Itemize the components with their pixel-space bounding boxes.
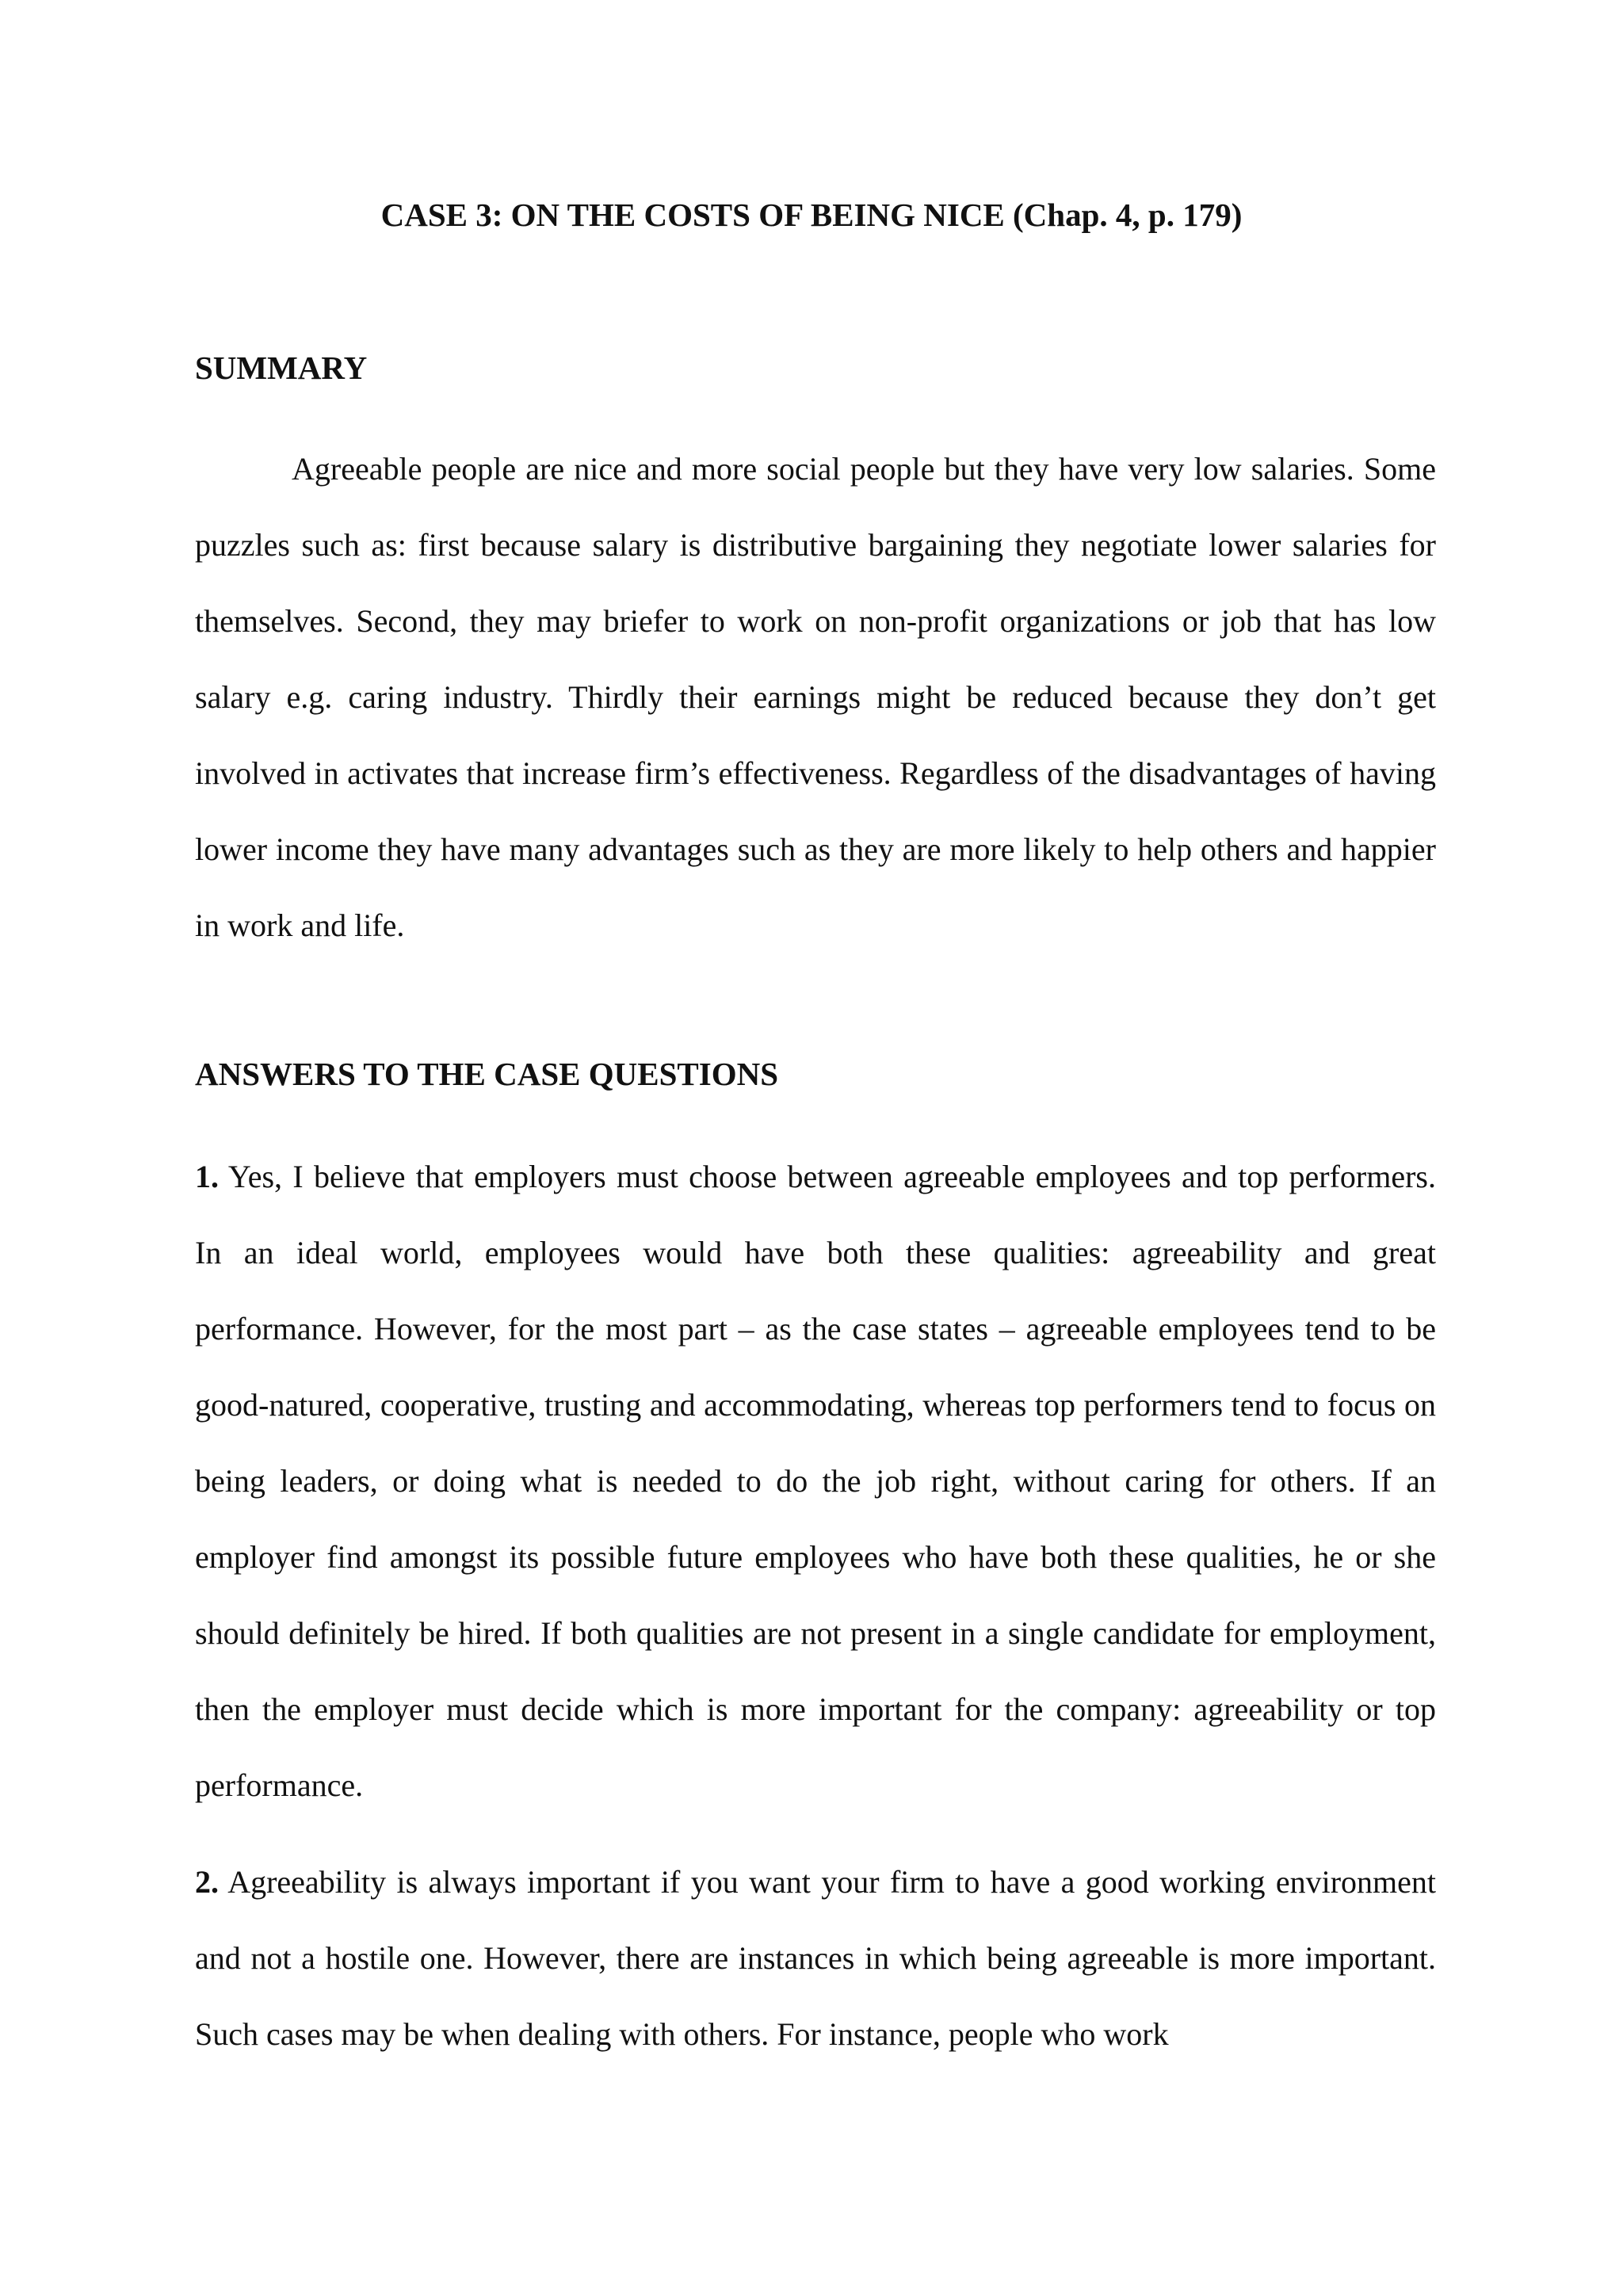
answer-1-paragraph	[195, 1139, 1436, 1824]
answers-heading: ANSWERS TO THE CASE QUESTIONS	[195, 1056, 778, 1092]
answer-1-text: Yes, I believe that employers must choose between agreeable employees and top performers. In an ideal world, employees would have both these qualities: agreeability and great performance. However, for the most part – as the case states – agreeable employees tend to be good-natured, cooperative, trusting and accommodating, whereas top performers tend to focus on being leaders, or doing what is needed to do the job right, without caring for others. If an employer find amongst its possible future employees who have both these qualities, he or she should definitely be hired. If both qualities are not present in a single candidate for employment, then the employer must decide which is more important for the company: agreeability or top performance.	[195, 1159, 1437, 1803]
answer-2-number: 2.	[195, 1864, 219, 1900]
document-title: CASE 3: ON THE COSTS OF BEING NICE (Chap. 4, p. 179)	[380, 197, 1243, 233]
answer-2-text: Agreeability is always important if you want your firm to have a good working environment and not a hostile one. However, there are instances in which being agreeable is more important. Such cases may be when dealing with others. For instance, people who work	[195, 1864, 1436, 2052]
summary-heading: SUMMARY	[195, 350, 368, 386]
answer-1-number: 1.	[195, 1159, 219, 1194]
summary-paragraph: Agreeable people are nice and more social people but they have very low salaries. Some puzzles such as: first because salary is distributive bargaining they negotiate lower salaries for themselves. Second, they may briefer to work on non-profit organizations or job that has low salary e.g. caring industry. Thirdly their earnings might be reduced because they don’t get involved in activates that increase firm’s effectiveness. Regardless of the disadvantages of having lower income they have many advantages such as they are more likely to help others and happier in work and life.	[195, 451, 1436, 943]
answer-2-paragraph	[195, 1844, 1436, 2073]
